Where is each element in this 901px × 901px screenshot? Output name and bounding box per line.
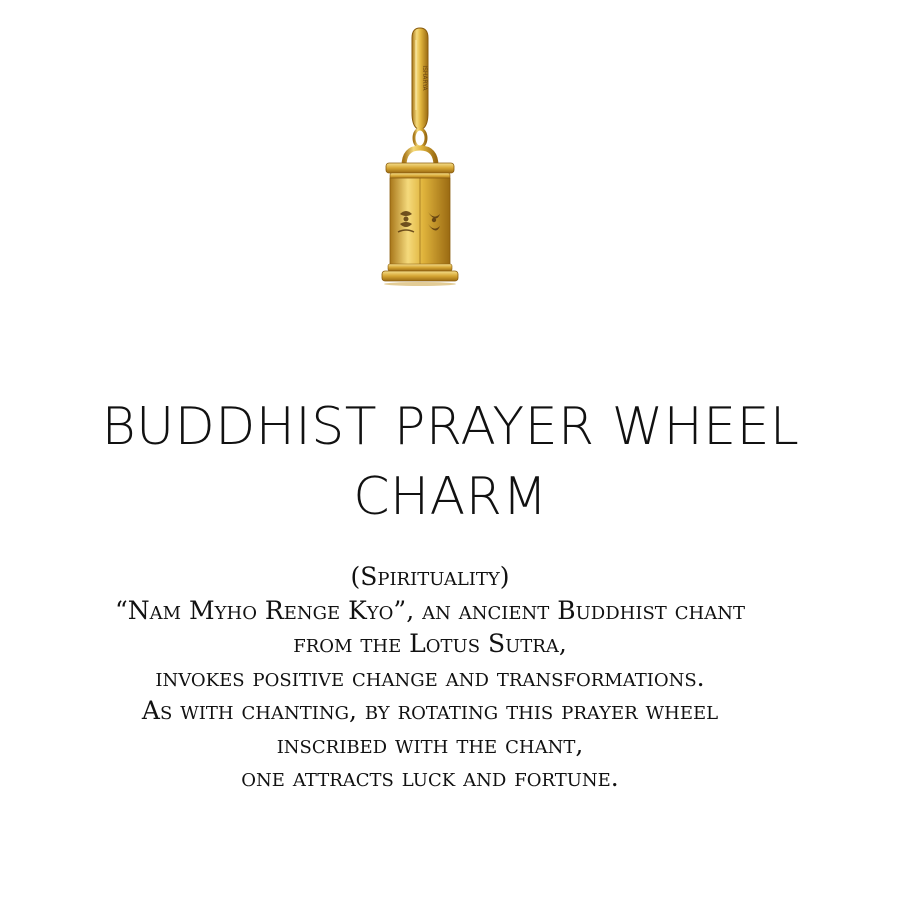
description-line: (Spirituality): [350, 562, 510, 591]
description-line: “Nam Myho Renge Kyo”, an ancient Buddhist chant: [115, 595, 745, 625]
clasp-engraving: ISHARYA: [421, 65, 428, 91]
product-title-line-1: BUDDHIST PRAYER WHEEL: [101, 397, 800, 457]
product-title-line-2: CHARM: [353, 467, 548, 527]
prayer-wheel-charm-image: [360, 18, 480, 298]
description-line: inscribed with the chant,: [276, 729, 584, 759]
description-line: from the Lotus Sutra,: [293, 629, 567, 658]
description-line: invokes positive change and transformations.: [155, 662, 705, 692]
product-title: [0, 392, 901, 532]
product-description: [0, 560, 860, 795]
jump-ring: [414, 129, 426, 147]
description-line: one attracts luck and fortune.: [241, 763, 619, 792]
clasp-icon: [412, 28, 428, 130]
description-line: As with chanting, by rotating this prayer wheel: [141, 696, 719, 725]
